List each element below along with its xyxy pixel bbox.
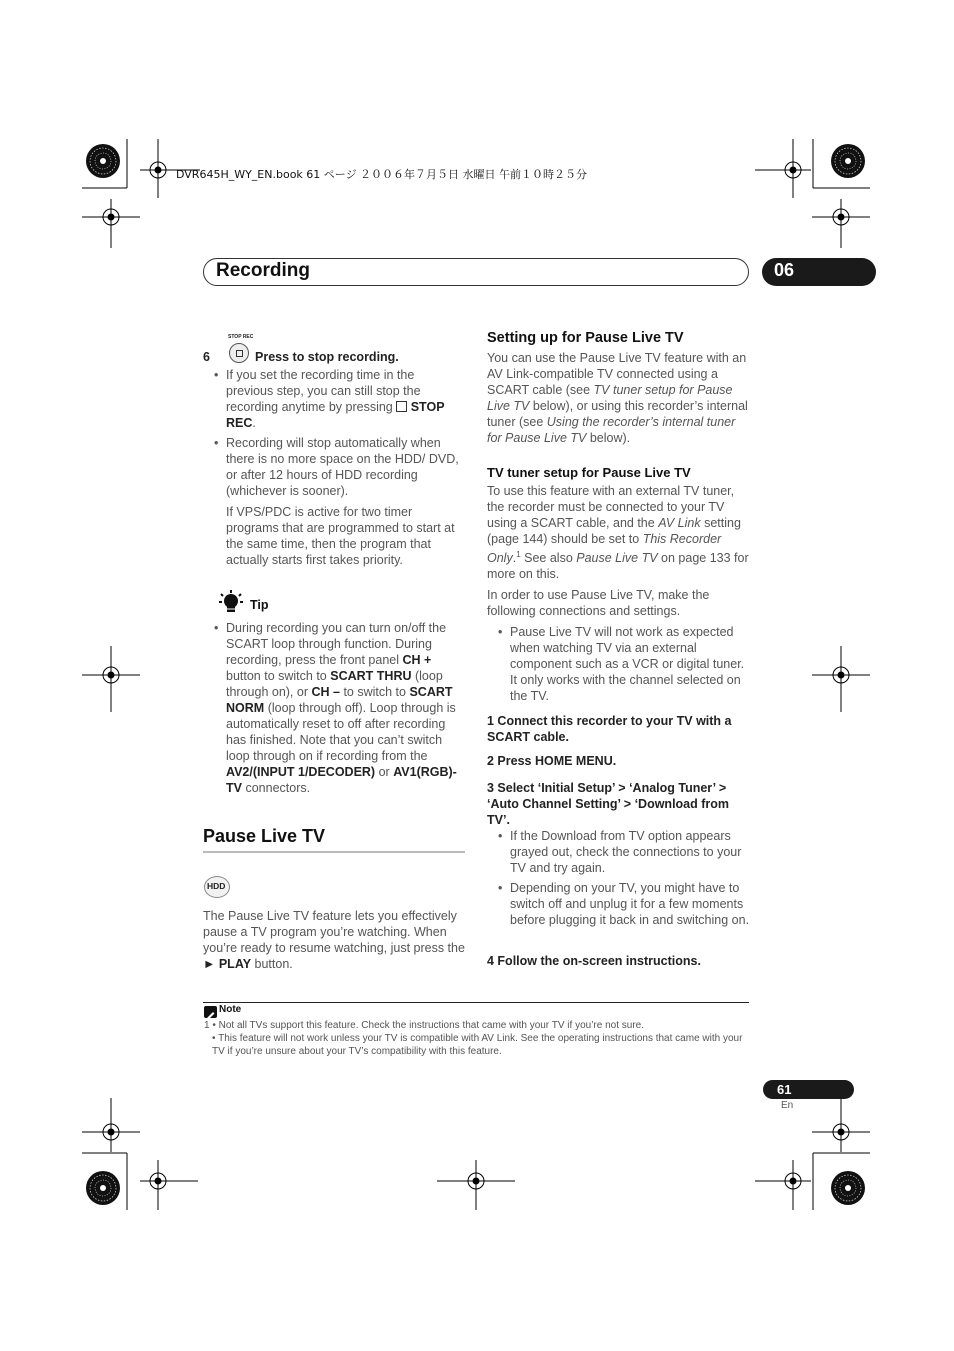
note-pencil-icon (204, 1006, 217, 1018)
bullet-vcr-warning: • Pause Live TV will not work as expected when watching TV via an external component such as a VCR or digital tuner. It only works with the channel selected on the TV. (498, 625, 745, 703)
footnote-2: • This feature will not work unless your TV is compatible with AV Link. See the operating instructions that came with your TV if you’re unsure about your TV’s compatibility with this feature. (212, 1033, 743, 1057)
note-rule (203, 1002, 749, 1003)
footnote-ref: 1 (516, 550, 521, 559)
section-title-pause-live-tv: Pause Live TV (203, 826, 326, 846)
chapter-title: Recording (216, 260, 310, 281)
step-6-number: 6 (203, 350, 210, 364)
page-number: 61 (777, 1082, 792, 1097)
vps-pdc-paragraph: If VPS/PDC is active for two timer programs that are programmed to start at the same time, then the program that actually starts first takes priority. (226, 505, 455, 567)
chapter-number-badge (762, 258, 876, 286)
print-header: DVR645H_WY_EN.book 61 ページ ２００６年７月５日 水曜日 午前１０時２５分 (176, 168, 588, 181)
stop-rec-button-icon (228, 334, 254, 364)
bullet-grayed-out: • If the Download from TV option appears grayed out, check the connections to your TV and try again. (498, 829, 742, 875)
bullet-auto-stop: • Recording will stop automatically when there is no more space on the HDD/ DVD, or after 12 hours of HDD recording (whichever is sooner). (214, 436, 459, 498)
footnote-1: 1 • Not all TVs support this feature. Check the instructions that came with your TV if you’re not sure. (204, 1020, 644, 1031)
step-4: 4 Follow the on-screen instructions. (487, 954, 701, 968)
section-rule (203, 851, 465, 853)
heading-setting-up: Setting up for Pause Live TV (487, 330, 684, 346)
step-2: 2 Press HOME MENU. (487, 754, 617, 768)
step-1: 1 Connect this recorder to your TV with a SCART cable. (487, 714, 732, 744)
stop-rec-label: STOP REC (228, 334, 254, 340)
pause-live-tv-intro: The Pause Live TV feature lets you effectively pause a TV program you’re watching. When you’re ready to resume watching, just press the ► PLAY button. (203, 909, 465, 971)
hdd-icon: HDD (204, 876, 230, 898)
bullet-stop-anytime: • If you set the recording time in the previous step, you can still stop the recording anytime by pressing STOP REC. (214, 368, 445, 430)
stop-square-icon (396, 401, 407, 412)
bullet-unplug: • Depending on your TV, you might have to switch off and unplug it for a few moments before plugging it back in and switching on. (498, 881, 750, 927)
page-number-badge (763, 1080, 854, 1099)
connections-paragraph: In order to use Pause Live TV, make the following connections and settings. (487, 588, 710, 618)
heading-tv-tuner-setup: TV tuner setup for Pause Live TV (487, 465, 691, 480)
step-6-text: Press to stop recording. (255, 350, 399, 364)
lightbulb-icon (218, 589, 244, 619)
tip-text: • During recording you can turn on/off the SCART loop through function. During recording, press the front panel CH + button to switch to SCART THRU (loop through on), or CH – to switch to SCART NORM (loop through off). Loop through is automatically reset to off after recording has finished. Note that you can’t switch loop through on if recording from the AV2/(INPUT 1/DECODER) or AV1(RGB)-TV connectors. (214, 621, 457, 795)
setup-paragraph: You can use the Pause Live TV feature with an AV Link-compatible TV connected using a SCART cable (see TV tuner setup for Pause Live TV below), or using this recorder’s internal tuner (see Using the recorder’s internal tuner for Pause Live TV below). (487, 351, 748, 445)
language-code: En (781, 1100, 794, 1111)
chapter-number: 06 (774, 260, 795, 280)
tuner-setup-paragraph: To use this feature with an external TV tuner, the recorder must be connected to your TV using a SCART cable, and the AV Link setting (page 144) should be set to This Recorder Only.$^1$ See also Pause Live TV on page 133 for more on this. (487, 484, 749, 582)
step-3: 3 Select ‘Initial Setup’ > ‘Analog Tuner’ > ‘Auto Channel Setting’ > ‘Download from TV’. (487, 781, 730, 827)
tip-heading: Tip (250, 598, 269, 612)
note-heading: Note (219, 1004, 242, 1015)
